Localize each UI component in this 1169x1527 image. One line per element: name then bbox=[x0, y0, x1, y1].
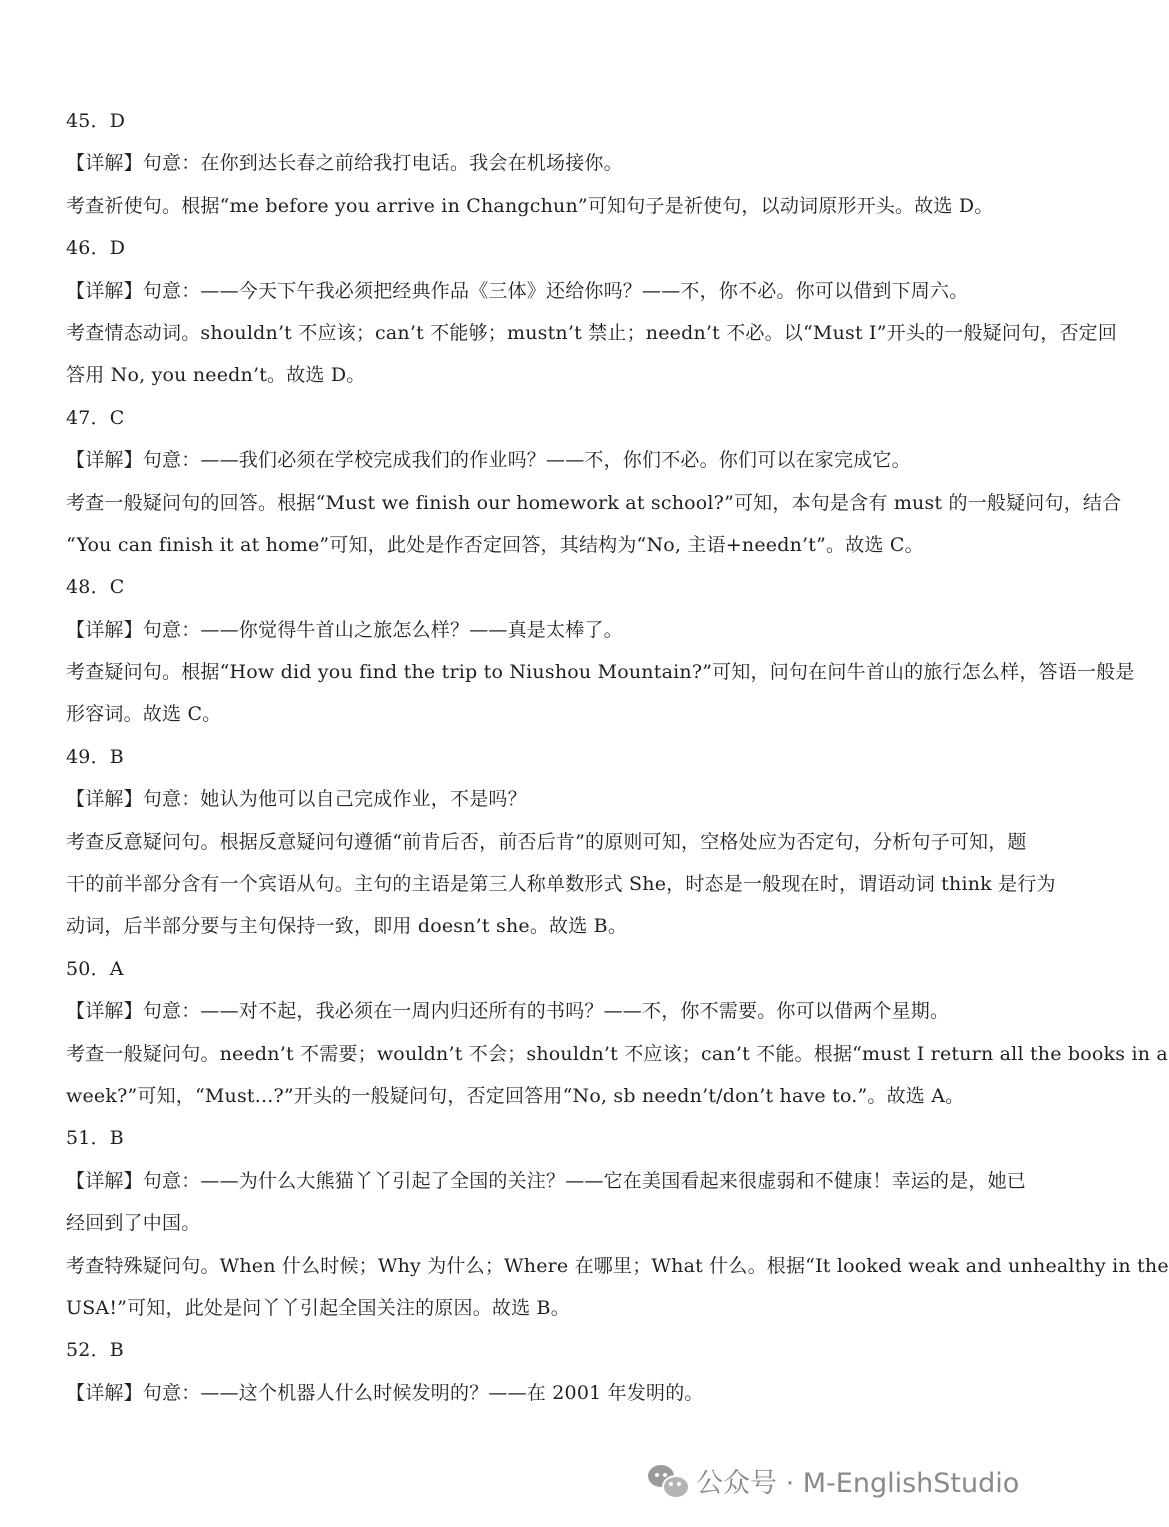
answer-key-line: 47．C bbox=[66, 406, 125, 429]
answer-key-line: 50．A bbox=[66, 957, 124, 980]
explanation-line: 考查祈使句。根据“me before you arrive in Changchun”可知句子是祈使句，以动词原形开头。故选 D。 bbox=[66, 194, 994, 217]
explanation-line: 【详解】句意：——为什么大熊猫丫丫引起了全国的关注？——它在美国看起来很虚弱和不健康！幸运的是，她已 bbox=[66, 1169, 1027, 1192]
answer-key-line: 46．D bbox=[66, 237, 126, 260]
explanation-line: 考查一般疑问句。needn’t 不需要；wouldn’t 不会；shouldn’t 不应该；can’t 不能。根据“must I return all the books in a bbox=[66, 1042, 1168, 1065]
answer-key-line: 51．B bbox=[66, 1127, 124, 1150]
explanation-line: 考查特殊疑问句。When 什么时候；Why 为什么；Where 在哪里；What 什么。根据“It looked weak and unhealthy in the bbox=[66, 1254, 1169, 1277]
explanation-line: 考查一般疑问句的回答。根据“Must we finish our homework at school?”可知，本句是含有 must 的一般疑问句，结合 bbox=[66, 491, 1122, 514]
explanation-line: “You can finish it at home”可知，此处是作否定回答，其结构为“No, 主语+needn’t”。故选 C。 bbox=[66, 533, 924, 556]
explanation-line: 答用 No, you needn’t。故选 D。 bbox=[66, 364, 366, 387]
watermark bbox=[648, 1458, 1019, 1502]
explanation-line: 【详解】句意：——这个机器人什么时候发明的？——在 2001 年发明的。 bbox=[66, 1381, 704, 1404]
explanation-line: 【详解】句意：——我们必须在学校完成我们的作业吗？——不，你们不必。你们可以在家完成它。 bbox=[66, 449, 911, 472]
explanation-line: USA!”可知，此处是问丫丫引起全国关注的原因。故选 B。 bbox=[66, 1296, 570, 1319]
explanation-line: 动词，后半部分要与主句保持一致，即用 doesn’t she。故选 B。 bbox=[66, 915, 628, 938]
explanation-line: 考查疑问句。根据“How did you find the trip to Niushou Mountain?”可知，问句在问牛首山的旅行怎么样，答语一般是 bbox=[66, 661, 1135, 684]
explanation-line: 【详解】句意：——今天下午我必须把经典作品《三体》还给你吗？——不，你不必。你可以借到下周六。 bbox=[66, 279, 969, 302]
answer-key-line: 45．D bbox=[66, 110, 126, 132]
explanation-line: 【详解】句意：——你觉得牛首山之旅怎么样？——真是太棒了。 bbox=[66, 618, 623, 641]
answer-key-line: 48．C bbox=[66, 576, 125, 599]
explanation-line: 考查情态动词。shouldn’t 不应该；can’t 不能够；mustn’t 禁止；needn’t 不必。以“Must I”开头的一般疑问句，否定回 bbox=[66, 321, 1118, 344]
explanation-line: 【详解】句意：她认为他可以自己完成作业，不是吗？ bbox=[66, 788, 527, 811]
watermark-text: 公众号 · M-EnglishStudio bbox=[696, 1467, 1020, 1499]
answer-explanations bbox=[66, 100, 1169, 1414]
explanation-line: week?”可知，“Must...?”开头的一般疑问句，否定回答用“No, sb needn’t/don’t have to.”。故选 A。 bbox=[66, 1084, 965, 1107]
answer-key-line: 49．B bbox=[66, 745, 124, 768]
explanation-line: 【详解】句意：在你到达长春之前给我打电话。我会在机场接你。 bbox=[66, 152, 623, 175]
explanation-line: 考查反意疑问句。根据反意疑问句遵循“前肯后否，前否后肯”的原则可知，空格处应为否定句，分析句子可知，题 bbox=[66, 830, 1027, 853]
explanation-line: 经回到了中国。 bbox=[66, 1212, 201, 1235]
wechat-icon bbox=[648, 1463, 688, 1497]
answer-key-line: 52．B bbox=[66, 1339, 124, 1362]
explanation-line: 【详解】句意：——对不起，我必须在一周内归还所有的书吗？——不，你不需要。你可以借两个星期。 bbox=[66, 1000, 950, 1023]
explanation-line: 形容词。故选 C。 bbox=[66, 703, 222, 726]
explanation-line: 干的前半部分含有一个宾语从句。主句的主语是第三人称单数形式 She，时态是一般现在时，谓语动词 think 是行为 bbox=[66, 873, 1056, 896]
